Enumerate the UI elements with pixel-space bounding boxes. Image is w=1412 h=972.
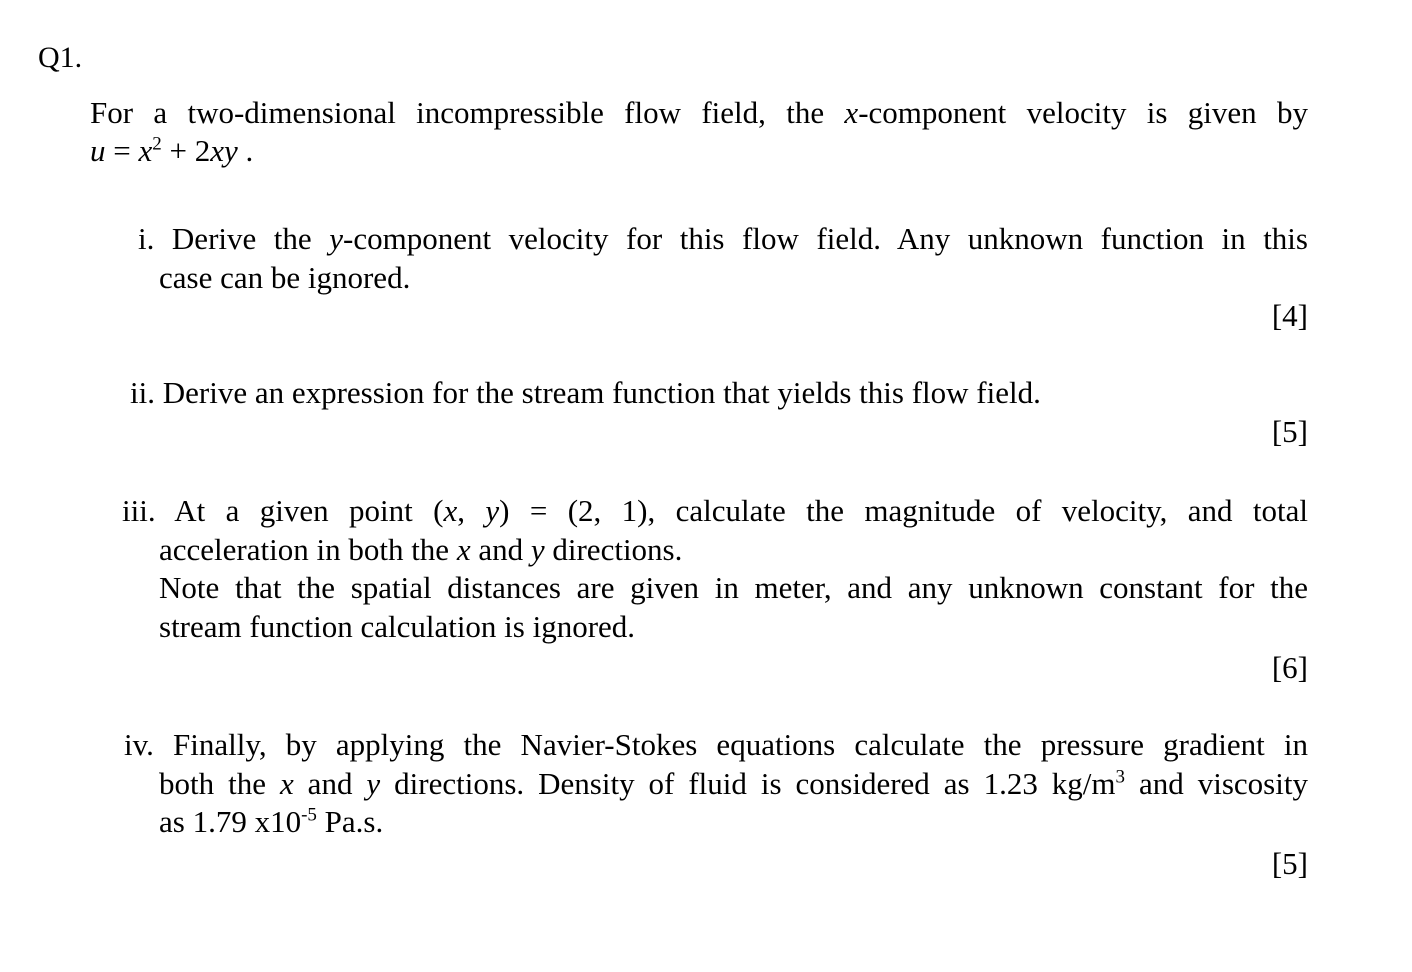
- eq-sup: 2: [152, 133, 162, 155]
- part-i-marks: [4]: [1271, 298, 1308, 333]
- exponent: -5: [301, 804, 317, 826]
- part-iv: [124, 726, 1308, 842]
- part-ii: [130, 374, 1308, 413]
- part-iv-line3: as 1.79 $x10^{-5}$ Pa.s.: [159, 804, 384, 839]
- part-iv-label: iv.: [124, 727, 154, 762]
- part-iii-line1: iii. At a given point (x, y) = (2, 1), calculate the magnitude of velocity, and total: [122, 493, 1309, 528]
- eq-u: u: [90, 133, 106, 168]
- part-ii-marks: [5]: [1271, 414, 1308, 449]
- part-i: [138, 220, 1308, 297]
- eq-post: + 2xy .: [161, 133, 254, 168]
- eq-mid: = x: [105, 133, 153, 168]
- part-ii-line1: ii. Derive an expression for the stream function that yields this flow field.: [130, 375, 1041, 410]
- part-iii-line2: acceleration in both the x and y directions.: [159, 531, 683, 567]
- part-iii-line4: stream function calculation is ignored.: [159, 608, 636, 644]
- question-intro: [90, 94, 1308, 170]
- part-ii-label: ii.: [130, 375, 155, 410]
- part-iv-line1: iv. Finally, by applying the Navier-Stokes equations calculate the pressure gradient in: [124, 727, 1308, 762]
- part-iii-label: iii.: [122, 493, 156, 528]
- intro-text: For a two-dimensional incompressible flow field, the x-component velocity is given by: [90, 95, 1308, 130]
- part-iii-line3: Note that the spatial distances are given in meter, and any unknown constant for the: [159, 570, 1308, 605]
- part-i-label: i.: [138, 221, 155, 256]
- question-number: Q1.: [38, 41, 83, 74]
- part-iii-marks: [6]: [1271, 650, 1308, 685]
- part-i-line2: case can be ignored.: [159, 259, 411, 295]
- part-i-line1: i. Derive the y-component velocity for this flow field. Any unknown function in this: [138, 221, 1308, 256]
- part-iv-marks: [5]: [1271, 846, 1308, 881]
- part-iii: [122, 492, 1308, 646]
- part-iv-line2: both the x and y directions. Density of fluid is considered as 1.23 $kg/m^3$ and viscosity: [159, 765, 1308, 801]
- intro-equation: [90, 132, 1308, 170]
- unit-cubed: 3: [1115, 766, 1126, 788]
